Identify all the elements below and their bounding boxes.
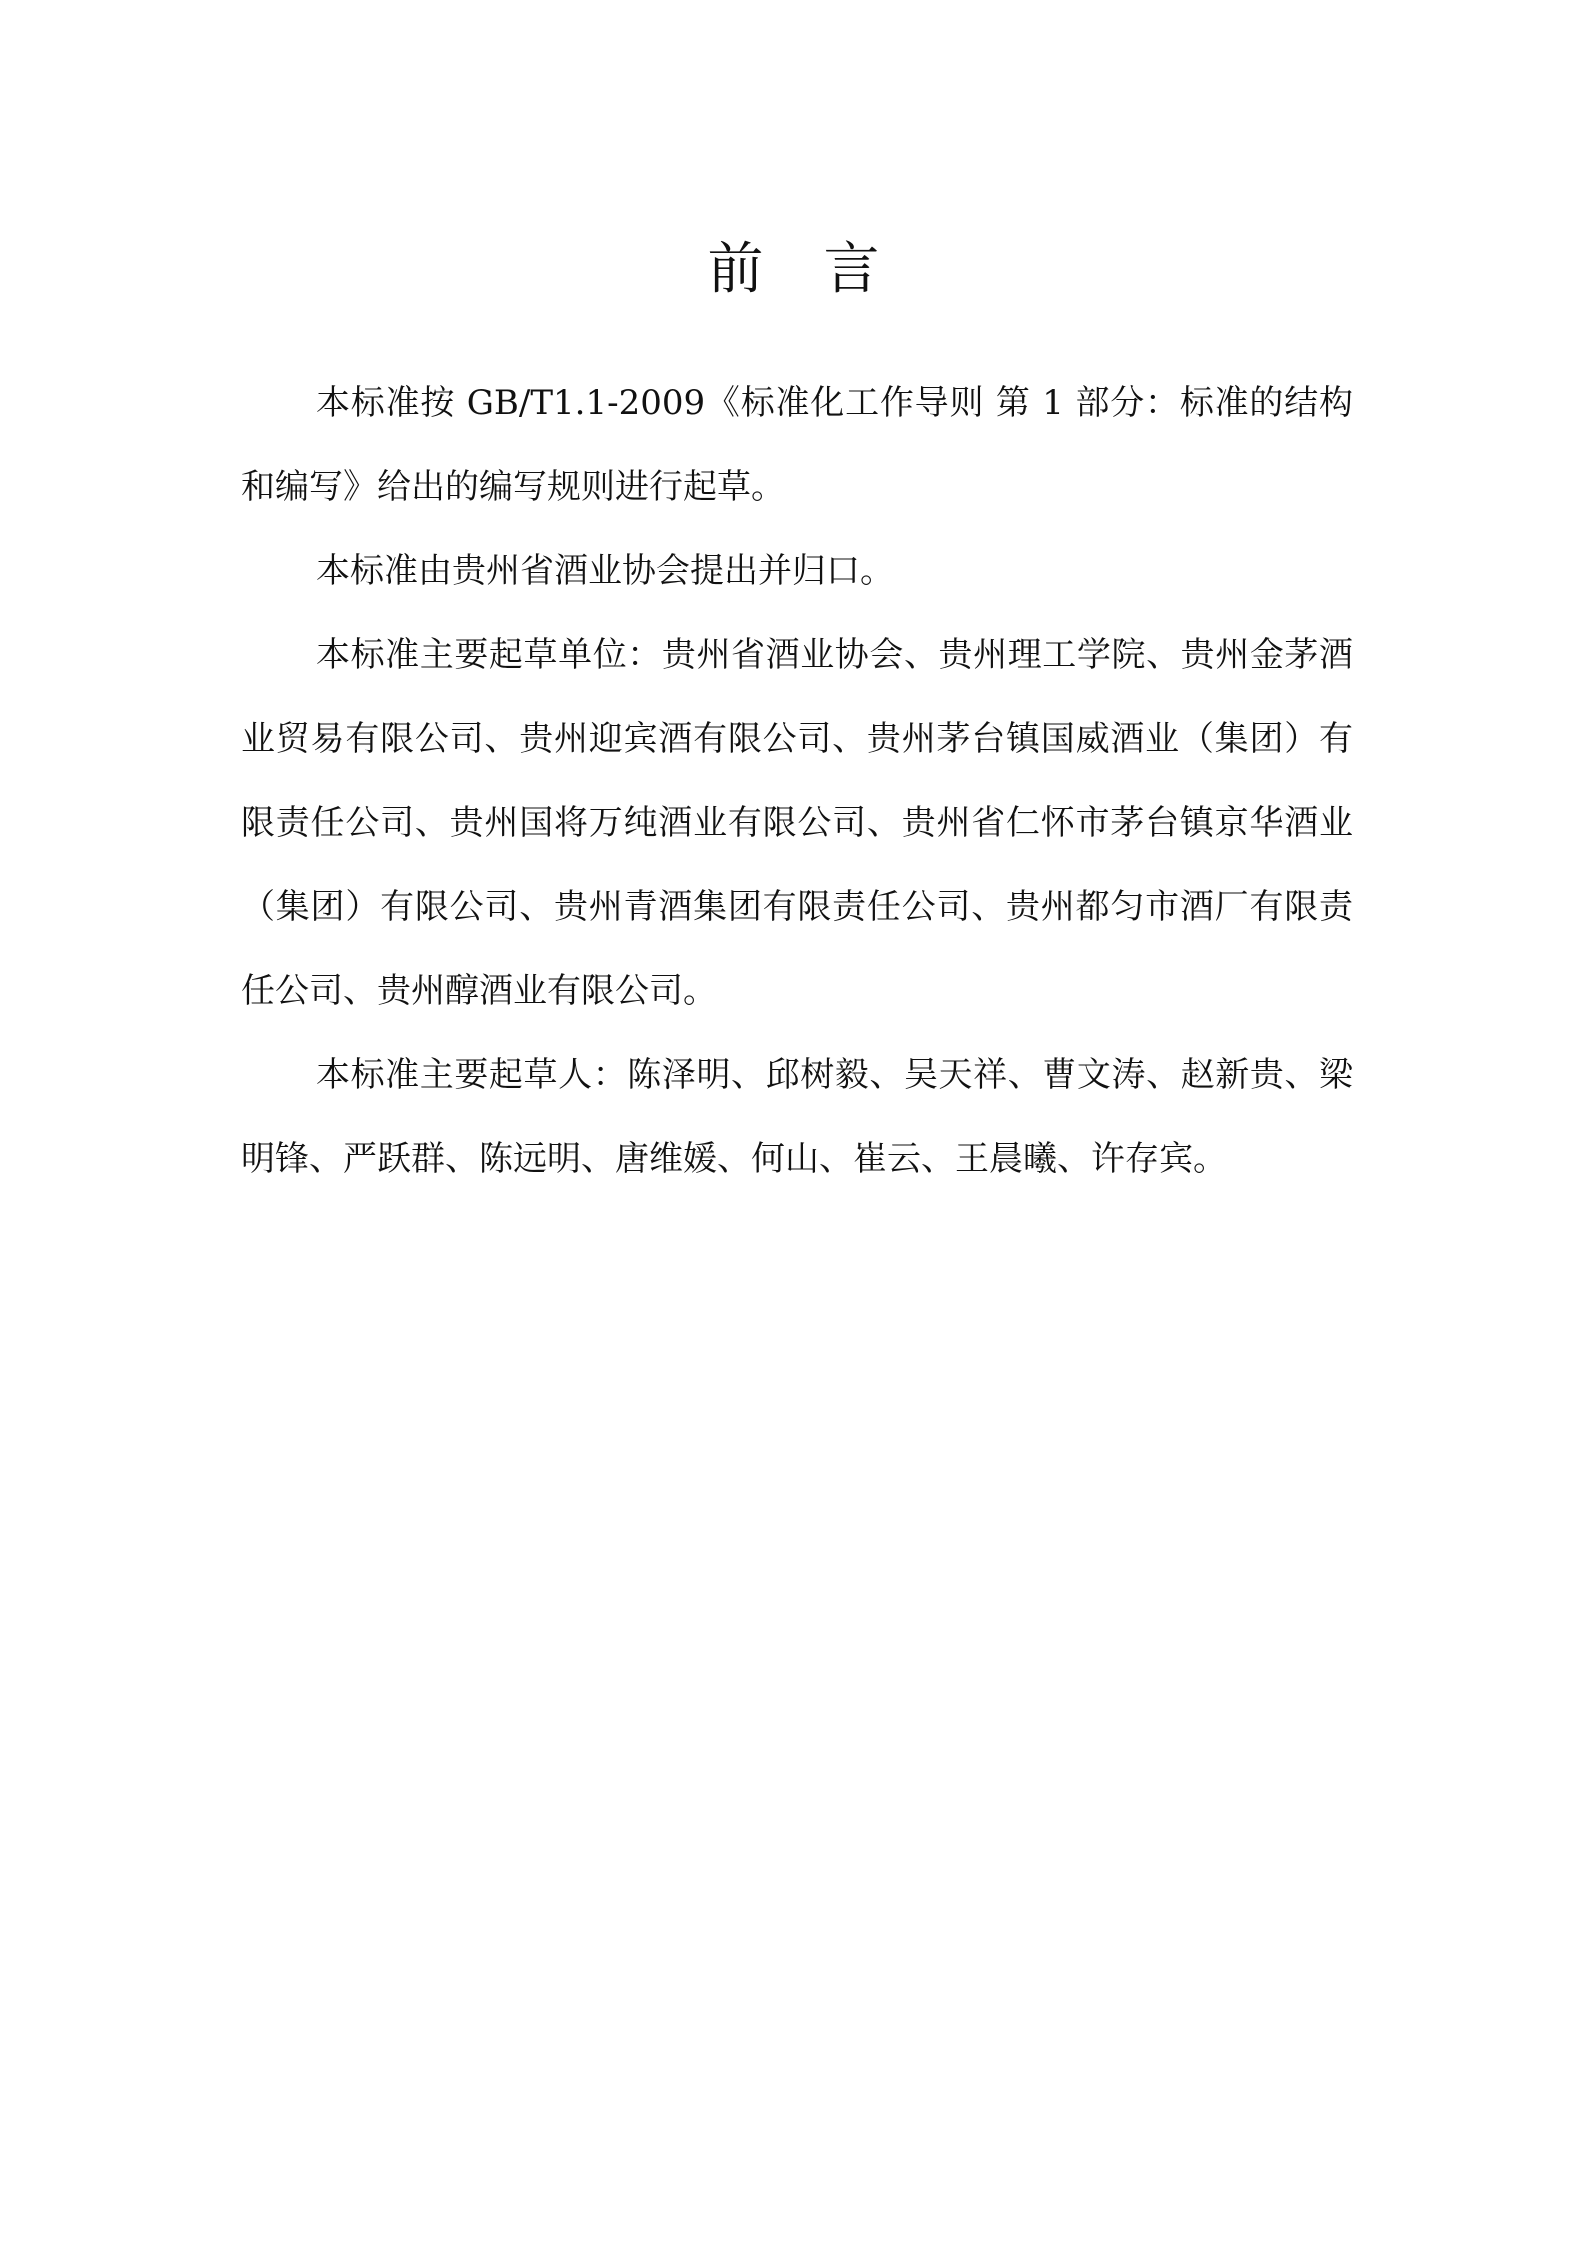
paragraph-drafting-units: 本标准主要起草单位：贵州省酒业协会、贵州理工学院、贵州金茅酒业贸易有限公司、贵州迎宾酒有限公司、贵州茅台镇国威酒业（集团）有限责任公司、贵州国将万纯酒业有限公司、贵州省仁怀市茅台镇京华酒业（集团）有限公司、贵州青酒集团有限责任公司、贵州都匀市酒厂有限责任公司、贵州醇酒业有限公司。 (241, 635, 1353, 1011)
document-body (241, 361, 1353, 1201)
paragraph-proposer: 本标准由贵州省酒业协会提出并归口。 (316, 551, 894, 591)
page-title: 前言 (707, 236, 940, 302)
paragraph-drafting-rules: 本标准按 GB/T1.1-2009《标准化工作导则 第 1 部分：标准的结构和编写》给出的编写规则进行起草。 (241, 383, 1353, 507)
paragraph-drafters: 本标准主要起草人：陈泽明、邱树毅、吴天祥、曹文涛、赵新贵、梁明锋、严跃群、陈远明、唐维媛、何山、崔云、王晨曦、许存宾。 (241, 1055, 1353, 1179)
